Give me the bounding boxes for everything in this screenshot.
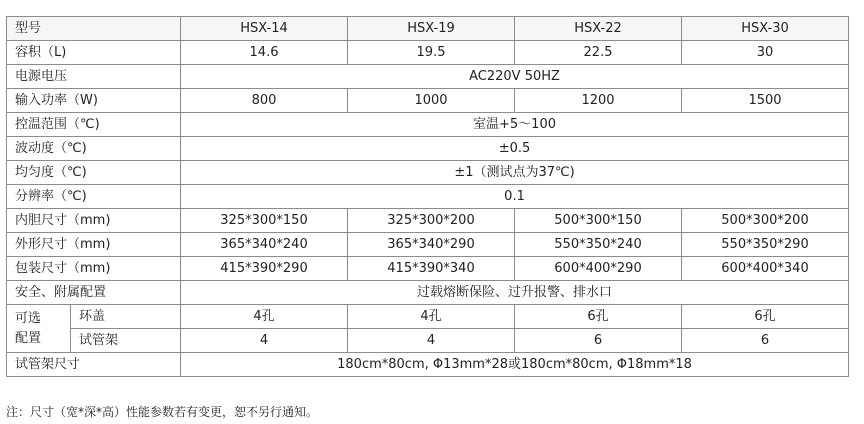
table-cell: 325*300*150 bbox=[181, 209, 348, 233]
table-cell: 4 bbox=[181, 329, 348, 353]
table-cell: 1500 bbox=[682, 89, 849, 113]
table-row bbox=[7, 113, 849, 137]
table-cell: AC220V 50HZ bbox=[181, 65, 849, 89]
table-row bbox=[7, 329, 849, 353]
optional-group-label bbox=[7, 305, 71, 353]
table-row bbox=[7, 233, 849, 257]
row-label: 外形尺寸（mm) bbox=[7, 233, 181, 257]
model-hsx-30: HSX-30 bbox=[682, 17, 849, 41]
table-cell: ±0.5 bbox=[181, 137, 849, 161]
table-cell: 325*300*200 bbox=[348, 209, 515, 233]
model-hsx-14: HSX-14 bbox=[181, 17, 348, 41]
spec-table bbox=[6, 16, 849, 377]
table-row bbox=[7, 185, 849, 209]
table-cell: 600*400*290 bbox=[515, 257, 682, 281]
row-label: 容积（L) bbox=[7, 41, 181, 65]
table-cell: 550*350*290 bbox=[682, 233, 849, 257]
row-label: 包装尺寸（mm) bbox=[7, 257, 181, 281]
table-cell: 1200 bbox=[515, 89, 682, 113]
row-label: 试管架尺寸 bbox=[7, 353, 181, 377]
row-label: 输入功率（W) bbox=[7, 89, 181, 113]
optional-group-label-line2: 配置 bbox=[15, 330, 42, 346]
table-cell: ±1（测试点为37℃) bbox=[181, 161, 849, 185]
table-cell: 415*390*340 bbox=[348, 257, 515, 281]
table-row bbox=[7, 209, 849, 233]
table-cell: 600*400*340 bbox=[682, 257, 849, 281]
table-cell: 500*300*150 bbox=[515, 209, 682, 233]
table-cell: 550*350*240 bbox=[515, 233, 682, 257]
table-cell: 6 bbox=[682, 329, 849, 353]
table-row bbox=[7, 41, 849, 65]
table-cell: 过载熔断保险、过升报警、排水口 bbox=[181, 281, 849, 305]
table-cell: 14.6 bbox=[181, 41, 348, 65]
table-cell: 800 bbox=[181, 89, 348, 113]
table-row bbox=[7, 353, 849, 377]
table-row bbox=[7, 161, 849, 185]
table-cell: 室温+5～100 bbox=[181, 113, 849, 137]
table-cell: 4孔 bbox=[348, 305, 515, 329]
table-cell: 365*340*290 bbox=[348, 233, 515, 257]
row-label: 控温范围（℃) bbox=[7, 113, 181, 137]
table-cell: 19.5 bbox=[348, 41, 515, 65]
table-row bbox=[7, 65, 849, 89]
header-label: 型号 bbox=[7, 17, 181, 41]
model-hsx-19: HSX-19 bbox=[348, 17, 515, 41]
table-cell: 22.5 bbox=[515, 41, 682, 65]
model-hsx-22: HSX-22 bbox=[515, 17, 682, 41]
row-label: 分辨率（℃) bbox=[7, 185, 181, 209]
table-cell: 500*300*200 bbox=[682, 209, 849, 233]
table-cell: 30 bbox=[682, 41, 849, 65]
table-row bbox=[7, 137, 849, 161]
table-row bbox=[7, 305, 849, 329]
optional-group-label-line1: 可选 bbox=[15, 310, 42, 326]
table-row bbox=[7, 281, 849, 305]
table-cell: 4 bbox=[348, 329, 515, 353]
table-row bbox=[7, 89, 849, 113]
table-row bbox=[7, 257, 849, 281]
table-cell: 365*340*240 bbox=[181, 233, 348, 257]
table-cell: 415*390*290 bbox=[181, 257, 348, 281]
row-label: 波动度（℃) bbox=[7, 137, 181, 161]
table-cell: 1000 bbox=[348, 89, 515, 113]
row-label: 试管架 bbox=[71, 329, 181, 353]
table-cell: 6孔 bbox=[515, 305, 682, 329]
table-cell: 6孔 bbox=[682, 305, 849, 329]
row-label: 内胆尺寸（mm) bbox=[7, 209, 181, 233]
table-cell: 4孔 bbox=[181, 305, 348, 329]
table-cell: 6 bbox=[515, 329, 682, 353]
header-row bbox=[7, 17, 849, 41]
row-label: 安全、附属配置 bbox=[7, 281, 181, 305]
row-label: 电源电压 bbox=[7, 65, 181, 89]
table-cell: 180cm*80cm, Φ13mm*28或180cm*80cm, Φ18mm*18 bbox=[181, 353, 849, 377]
table-cell: 0.1 bbox=[181, 185, 849, 209]
footnote: 注：尺寸（宽*深*高）性能参数若有变更，恕不另行通知。 bbox=[6, 405, 319, 419]
row-label: 均匀度（℃) bbox=[7, 161, 181, 185]
row-label: 环盖 bbox=[71, 305, 181, 329]
